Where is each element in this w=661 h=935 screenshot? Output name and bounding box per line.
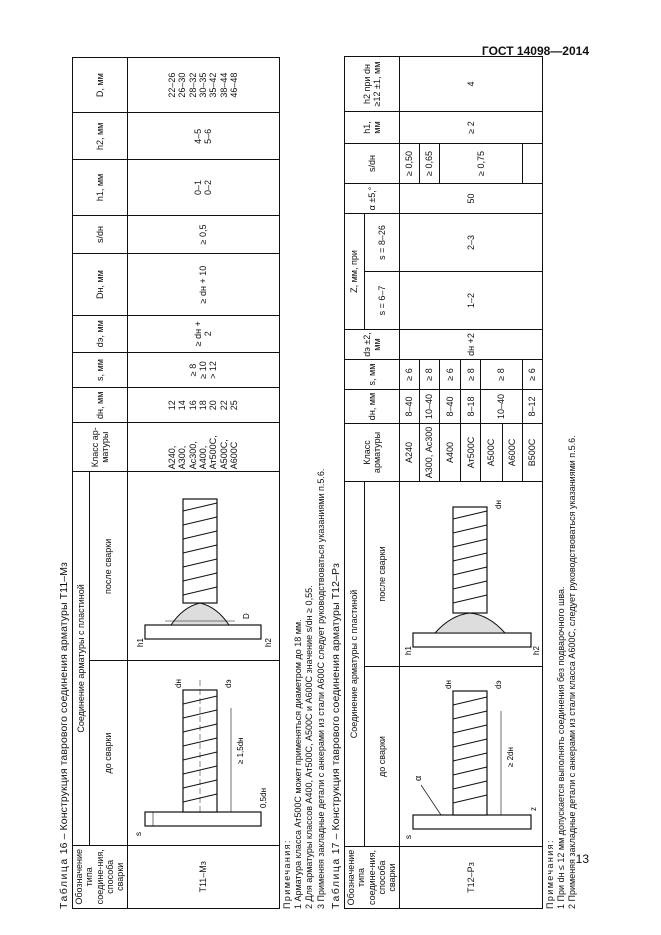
t16-notes <box>282 57 327 909</box>
t17-figure-after <box>399 482 542 667</box>
t16-type: Т11–Мз <box>127 845 279 908</box>
t16-s <box>127 352 279 388</box>
dn-value: 16 <box>187 400 198 411</box>
t16-h-type: Обозначение типа соедине-ния, способа сварки <box>73 845 128 908</box>
s-value: ≥ 8 <box>187 363 198 377</box>
caption-text: 16 – Конструкция таврового соединения арматуры Т11–Мз <box>58 562 70 855</box>
t17-h-h2: h2 при dн ≥12 ±1, мм <box>345 57 400 112</box>
fig-label-de: dэ <box>223 679 233 689</box>
t17-h1: ≥ 2 <box>399 112 542 144</box>
weld-after-diagram <box>401 489 541 659</box>
note-item: 2 Для арматуры классов А400, Ат500С, А500С и А600С значение s/dн ≥ 0,55. <box>304 585 315 909</box>
dn-value: 18 <box>198 400 209 411</box>
t17-row-s: ≥ 6 <box>522 360 542 390</box>
t17-row-dn: 8–40 <box>399 390 419 424</box>
D-value: 22–26 <box>167 72 178 98</box>
t17-row-class: Ат500С <box>461 424 481 482</box>
t17-sdn: ≥ 0,65 <box>419 144 439 184</box>
caption-text: 17 – Конструкция таврового соединения арматуры Т12–Рз <box>330 563 342 855</box>
t17-row-s: ≥ 8 <box>481 360 523 390</box>
h1-value: 0–1 <box>192 179 203 195</box>
t17-h-class: Класс арматуры <box>345 424 400 482</box>
fig-label-s: s <box>403 835 413 840</box>
class-item: А240, <box>167 445 178 470</box>
dn-value: 12 <box>167 400 178 411</box>
class-item: Ат500С, <box>208 435 219 470</box>
class-item: А500С, <box>218 439 229 470</box>
fig-label-z: z <box>528 807 538 812</box>
t16-h-Dn: Dн, мм <box>73 254 128 315</box>
page-number: 13 <box>575 852 589 866</box>
D-value: 30–35 <box>198 72 209 98</box>
t17-h2: 4 <box>399 57 542 112</box>
t17-row-s: ≥ 8 <box>461 360 481 390</box>
t16-h-class: Класс ар-матуры <box>73 423 128 472</box>
D-value: 38–44 <box>218 72 229 98</box>
D-value: 26–30 <box>177 72 188 98</box>
t17-sdn: ≥ 0,50 <box>399 144 419 184</box>
t17-h-Z: Z, мм, при <box>345 214 365 330</box>
t17-de: dн +2 <box>399 330 542 360</box>
t16-sdn: ≥ 0,5 <box>127 215 279 254</box>
D-value: 28–32 <box>187 72 198 98</box>
t17-row-class: А400 <box>439 424 461 482</box>
notes-title: Примечания: <box>544 839 555 909</box>
t16-dn <box>127 388 279 423</box>
h1-value: 0–2 <box>203 179 214 195</box>
t17-row-class: А300, Ас300 <box>419 424 439 482</box>
table-16 <box>72 57 280 909</box>
t17-h-h1: h1, мм <box>345 112 400 144</box>
fig-label-de: dэ <box>493 680 503 690</box>
t17-h-after: после сварки <box>364 482 399 667</box>
weld-before-diagram <box>131 668 276 838</box>
t17-h-Z2: s = 8–26 <box>364 214 399 272</box>
fig-label-h1: h1 <box>403 646 413 655</box>
h2-value: 5–6 <box>203 128 214 144</box>
t17-h-sdn: s/dн <box>345 144 400 184</box>
table-17-block <box>330 57 579 909</box>
t17-h-s: s, мм <box>345 360 400 390</box>
fig-label-1-5dn: ≥ 1,5dн <box>235 737 245 765</box>
t16-Dn: ≥ dн + 10 <box>127 254 279 315</box>
table-17 <box>344 56 543 909</box>
t17-Z1: 1–2 <box>399 272 542 330</box>
D-value: 35–42 <box>208 72 219 98</box>
table-17-caption <box>330 57 342 909</box>
t17-row-dn: 10–40 <box>481 390 523 424</box>
t16-h-dn: dн, мм <box>73 388 128 423</box>
weld-before-diagram <box>401 672 541 842</box>
t17-row-class: В500С <box>522 424 542 482</box>
t17-sdn-empty <box>522 144 542 184</box>
fig-label-dn: dн <box>173 679 183 689</box>
fig-label-D: D <box>241 613 251 620</box>
t17-row-s: ≥ 6 <box>439 360 461 390</box>
t16-h1 <box>127 160 279 215</box>
fig-label-h1: h1 <box>135 638 145 648</box>
t16-classes <box>127 423 279 472</box>
fig-label-2dn: ≥ 2dн <box>505 747 515 768</box>
t17-row-class: А600С <box>502 424 522 482</box>
note-item: 2 Применяя закладные детали с анкерами из стали класса А600С, следует руководствоваться указаниями п.5.6. <box>567 435 578 909</box>
document-header: ГОСТ 14098—2014 <box>481 44 589 58</box>
t16-de: ≥ dн + 2 <box>127 315 279 352</box>
t17-h-conn: Соединение арматуры с пластиной <box>345 482 365 847</box>
note-item: 3 Применяя закладные детали с анкерами из стали А600С следует руководствоваться указаниями п.5.6. <box>315 468 326 909</box>
fig-label-h2: h2 <box>531 646 541 655</box>
fig-label-dn: dн <box>493 500 503 509</box>
t17-h-alpha: α ±5,° <box>345 184 400 214</box>
note-item: 1 Арматура класса Ат500С может применяться диаметром до 18 мм. <box>293 619 304 909</box>
t16-D <box>127 58 279 113</box>
t16-h-conn: Соединение арматуры с пластиной <box>73 472 90 845</box>
dn-value: 20 <box>208 400 219 411</box>
t16-h2 <box>127 113 279 160</box>
t17-row-s: ≥ 8 <box>419 360 439 390</box>
t16-h-s: s, мм <box>73 352 128 388</box>
t17-row-dn: 8–18 <box>461 390 481 424</box>
table-16-caption <box>58 57 70 909</box>
D-value: 46–48 <box>229 72 240 98</box>
t16-h-h2: h2, мм <box>73 113 128 160</box>
t17-notes <box>545 57 579 909</box>
t17-sdn: ≥ 0,75 <box>439 144 522 184</box>
t16-h-h1: h1, мм <box>73 160 128 215</box>
t17-figure-before <box>399 667 542 847</box>
t17-h-type: Обозначение типа соедине-ния, способа сварки <box>345 847 400 909</box>
t17-row-dn: 10–40 <box>419 390 439 424</box>
t17-row-class: А500С <box>481 424 503 482</box>
dn-value: 25 <box>229 400 240 411</box>
t17-h-dn: dн, мм <box>345 390 400 424</box>
t16-h-before: до сварки <box>90 661 127 845</box>
h2-value: 4–5 <box>192 128 203 144</box>
t17-Z2: 2–3 <box>399 214 542 272</box>
t16-figure-after <box>127 472 279 661</box>
t17-alpha: 50 <box>399 184 542 214</box>
t17-h-before: до сварки <box>364 667 399 847</box>
class-item: Ас300, <box>187 441 198 470</box>
t17-type: Т12–Рз <box>399 847 542 909</box>
t17-h-de: dэ ±2, мм <box>345 330 400 360</box>
fig-label-dn: dн <box>443 680 453 690</box>
fig-label-s: s <box>133 832 143 837</box>
fig-label-alpha: α <box>412 776 423 782</box>
weld-after-diagram <box>131 481 276 651</box>
t17-row-s: ≥ 6 <box>399 360 419 390</box>
t16-h-D: D, мм <box>73 58 128 113</box>
class-item: А400, <box>198 445 209 470</box>
class-item: А600С <box>229 441 240 470</box>
t17-row-class: А240 <box>399 424 419 482</box>
caption-word: Таблица <box>58 857 70 909</box>
t17-h-Z1: s = 6–7 <box>364 272 399 330</box>
t16-h-de: dэ, мм <box>73 315 128 352</box>
t16-figure-before <box>127 661 279 845</box>
t17-row-dn: 8–40 <box>439 390 461 424</box>
t16-h-after: после сварки <box>90 472 127 661</box>
t17-row-dn: 8–12 <box>522 390 542 424</box>
s-value: > 12 <box>208 361 219 379</box>
fig-label-h2: h2 <box>263 638 273 648</box>
caption-word: Таблица <box>330 857 342 909</box>
dn-value: 22 <box>218 400 229 411</box>
note-item: 1 При dн ≤ 12 мм допускается выполнять соединения без подварочного шва. <box>556 586 567 909</box>
notes-title: Примечания: <box>281 839 292 909</box>
s-value: ≥ 10 <box>198 361 209 379</box>
table-16-block <box>58 57 327 909</box>
dn-value: 14 <box>177 400 188 411</box>
fig-label-05dn: 0,5dн <box>258 788 268 809</box>
t16-h-sdn: s/dн <box>73 215 128 254</box>
class-item: А300, <box>177 445 188 470</box>
